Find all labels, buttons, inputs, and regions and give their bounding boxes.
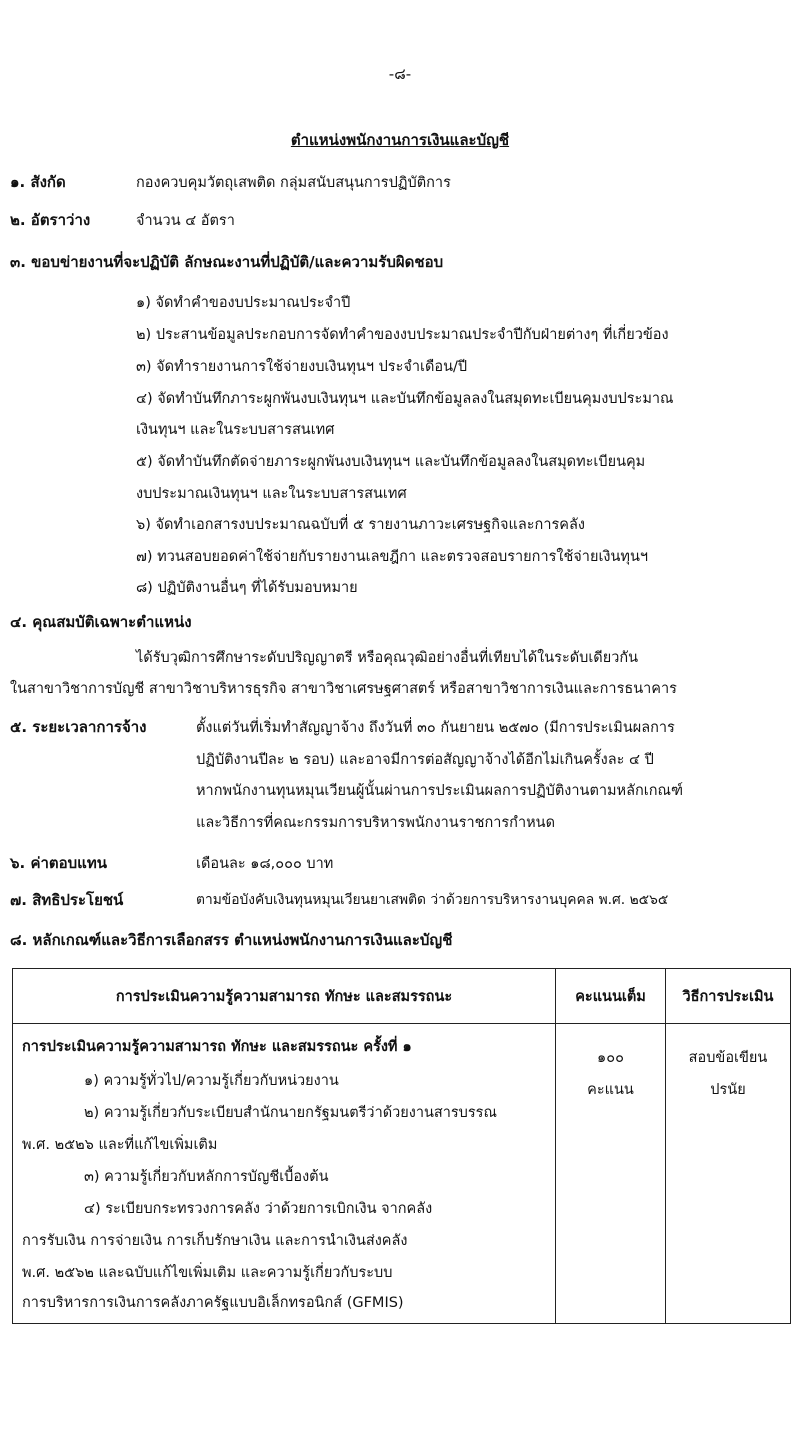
section-3-heading: ๓. ขอบข่ายงานที่จะปฏิบัติ ลักษณะงานที่ปฏิบัติ/และความรับผิดชอบ xyxy=(10,253,444,271)
section-5-label: ๕. ระยะเวลาการจ้าง xyxy=(10,718,147,736)
duty-line: ๒) ประสานข้อมูลประกอบการจัดทำคำของงบประมาณประจำปีกับฝ่ายต่างๆ ที่เกี่ยวข้อง xyxy=(136,327,669,343)
section-6-value: เดือนละ ๑๘,๐๐๐ บาท xyxy=(196,856,334,872)
duty-line: ๗) ทวนสอบยอดค่าใช้จ่ายกับรายงานเลขฎีกา และตรวจสอบรายการใช้จ่ายเงินทุนฯ xyxy=(136,549,649,565)
employment-line: ตั้งแต่วันที่เริ่มทำสัญญาจ้าง ถึงวันที่ ๓๐ กันยายน ๒๕๗๐ (มีการประเมินผลการ xyxy=(196,720,675,736)
employment-line: หากพนักงานทุนหมุนเวียนผู้นั้นผ่านการประเมินผลการปฏิบัติงานตามหลักเกณฑ์ xyxy=(196,783,684,799)
section-2-value: จำนวน ๔ อัตรา xyxy=(136,213,235,229)
section-7-value: ตามข้อบังคับเงินทุนหมุนเวียนยาเสพติด ว่าด้วยการบริหารงานบุคคล พ.ศ. ๒๕๖๕ xyxy=(196,892,669,908)
table-row xyxy=(13,1024,791,1324)
assessment-item: ๓) ความรู้เกี่ยวกับหลักการบัญชีเบื้องต้น xyxy=(84,1169,329,1185)
section-2-label: ๒. อัตราว่าง xyxy=(10,211,91,229)
assessment-item: ๒) ความรู้เกี่ยวกับระเบียบสำนักนายกรัฐมนตรีว่าด้วยงานสารบรรณ xyxy=(84,1105,497,1121)
page-title: ตำแหน่งพนักงานการเงินและบัญชี xyxy=(290,131,510,149)
full-score-value: ๑๐๐ xyxy=(597,1050,624,1066)
section-1-label: ๑. สังกัด xyxy=(10,173,66,191)
assessment-item: การบริหารการเงินการคลังภาครัฐแบบอิเล็กทรอนิกส์ (GFMIS) xyxy=(22,1295,404,1311)
full-score-cell xyxy=(556,1024,666,1324)
qualification-line: ในสาขาวิชาการบัญชี สาขาวิชาบริหารธุรกิจ สาขาวิชาเศรษฐศาสตร์ หรือสาขาวิชาการเงินและการธนาคาร xyxy=(10,681,677,697)
assessment-item: พ.ศ. ๒๕๖๒ และฉบับแก้ไขเพิ่มเติม และความรู้เกี่ยวกับระบบ xyxy=(22,1265,393,1281)
assessment-item: ๔) ระเบียบกระทรวงการคลัง ว่าด้วยการเบิกเงิน จากคลัง xyxy=(84,1201,433,1217)
assessment-title: การประเมินความรู้ความสามารถ ทักษะ และสมรรถนะ ครั้งที่ ๑ xyxy=(22,1039,412,1055)
method-line: ปรนัย xyxy=(710,1082,746,1098)
section-6-label: ๖. ค่าตอบแทน xyxy=(10,854,107,872)
employment-line: ปฏิบัติงานปีละ ๒ รอบ) และอาจมีการต่อสัญญาจ้างได้อีกไม่เกินครั้งละ ๔ ปี xyxy=(196,752,654,768)
duty-line: ๘) ปฏิบัติงานอื่นๆ ที่ได้รับมอบหมาย xyxy=(136,580,358,596)
section-4-heading: ๔. คุณสมบัติเฉพาะตำแหน่ง xyxy=(10,613,192,631)
qualification-line: ได้รับวุฒิการศึกษาระดับปริญญาตรี หรือคุณวุฒิอย่างอื่นที่เทียบได้ในระดับเดียวกัน xyxy=(136,650,639,666)
duty-line: ๕) จัดทำบันทึกตัดจ่ายภาระผูกพันงบเงินทุนฯ และบันทึกข้อมูลลงในสมุดทะเบียนคุม xyxy=(136,454,646,470)
assessment-item: การรับเงิน การจ่ายเงิน การเก็บรักษาเงิน และการนำเงินส่งคลัง xyxy=(22,1233,408,1249)
section-7-label: ๗. สิทธิประโยชน์ xyxy=(10,891,124,909)
column-header: คะแนนเต็ม xyxy=(556,969,666,1024)
section-1-value: กองควบคุมวัตถุเสพติด กลุ่มสนับสนุนการปฏิบัติการ xyxy=(136,175,451,191)
duty-line: งบประมาณเงินทุนฯ และในระบบสารสนเทศ xyxy=(136,486,407,502)
assessment-item: พ.ศ. ๒๕๒๖ และที่แก้ไขเพิ่มเติม xyxy=(22,1137,218,1153)
column-header: วิธีการประเมิน xyxy=(666,969,791,1024)
duty-line: ๖) จัดทำเอกสารงบประมาณฉบับที่ ๕ รายงานภาวะเศรษฐกิจและการคลัง xyxy=(136,517,585,533)
employment-line: และวิธีการที่คณะกรรมการบริหารพนักงานราชการกำหนด xyxy=(196,815,555,831)
method-cell xyxy=(666,1024,791,1324)
duty-line: ๔) จัดทำบันทึกภาระผูกพันงบเงินทุนฯ และบันทึกข้อมูลลงในสมุดทะเบียนคุมงบประมาณ xyxy=(136,391,674,407)
selection-criteria-table xyxy=(12,968,791,1324)
method-line: สอบข้อเขียน xyxy=(688,1050,768,1066)
full-score-unit: คะแนน xyxy=(587,1082,634,1098)
duty-line: เงินทุนฯ และในระบบสารสนเทศ xyxy=(136,422,335,438)
duty-line: ๑) จัดทำคำของบประมาณประจำปี xyxy=(136,295,351,311)
column-header: การประเมินความรู้ความสามารถ ทักษะ และสมรรถนะ xyxy=(13,969,556,1024)
page-number: -๘- xyxy=(388,65,412,83)
duty-line: ๓) จัดทำรายงานการใช้จ่ายงบเงินทุนฯ ประจำเดือน/ปี xyxy=(136,359,468,375)
assessment-cell xyxy=(13,1024,556,1324)
section-8-heading: ๘. หลักเกณฑ์และวิธีการเลือกสรร ตำแหน่งพนักงานการเงินและบัญชี xyxy=(10,931,453,949)
table-header-row xyxy=(13,969,791,1024)
assessment-item: ๑) ความรู้ทั่วไป/ความรู้เกี่ยวกับหน่วยงาน xyxy=(84,1073,339,1089)
